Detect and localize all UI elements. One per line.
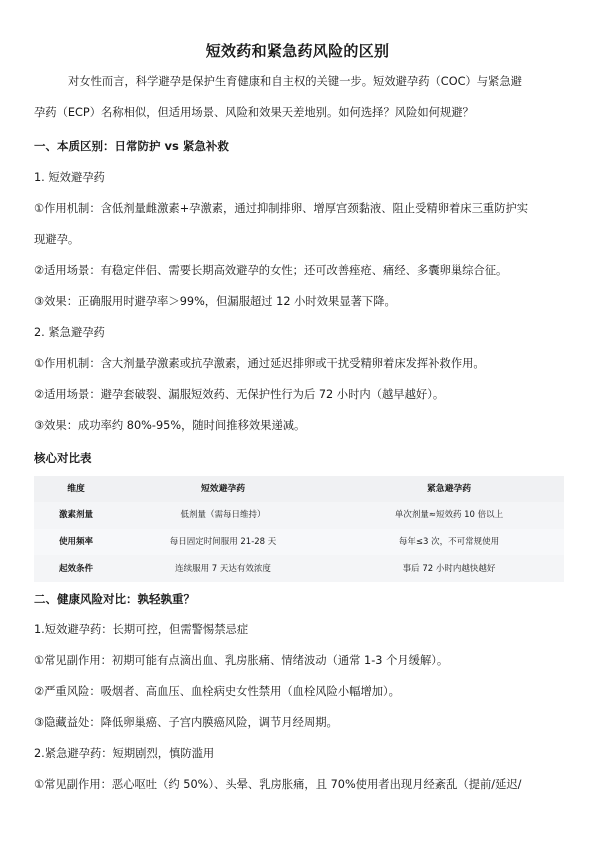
- comparison-table: [34, 476, 564, 582]
- coc-serious-risk: ②严重风险：吸烟者、高血压、血栓病史女性禁用（血栓风险小幅增加）。: [34, 685, 400, 698]
- coc-effect: ③效果：正确服用时避孕率＞99%，但漏服超过 12 小时效果显著下降。: [34, 295, 396, 308]
- coc-hidden-benefit: ③隐藏益处：降低卵巢癌、子宫内膜癌风险，调节月经周期。: [34, 716, 338, 729]
- table-cell: 每年≤3 次，不可常规使用: [398, 537, 500, 547]
- coc-mechanism-line-1: ①作用机制：含低剂量雌激素+孕激素，通过抑制排卵、增厚宫颈黏液、阻止受精卵着床三重防护实: [34, 202, 529, 215]
- section-2-heading: 二、健康风险对比：孰轻孰重？: [34, 592, 195, 606]
- subsection-1-2-title: 2. 紧急避孕药: [34, 326, 105, 339]
- page-title: 短效药和紧急药风险的区别: [205, 42, 390, 60]
- table-cell: 使用频率: [58, 537, 93, 547]
- table-cell: 激素剂量: [58, 510, 93, 520]
- table-cell: 单次剂量≈短效药 10 倍以上: [394, 510, 504, 520]
- table-cell: 事后 72 小时内越快越好: [402, 564, 496, 574]
- table-row: [34, 529, 564, 555]
- table-row: [34, 502, 564, 528]
- table-cell: 低剂量（需每日维持）: [180, 510, 266, 520]
- intro-paragraph-line-2: 孕药（ECP）名称相似，但适用场景、风险和效果天差地别。如何选择？风险如何规避？: [34, 106, 474, 119]
- coc-scenario: ②适用场景：有稳定伴侣、需要长期高效避孕的女性；还可改善痤疮、痛经、多囊卵巢综合征。: [34, 264, 508, 277]
- table-cell: 连续服用 7 天达有效浓度: [175, 564, 271, 574]
- section-1-heading: 一、本质区别：日常防护 vs 紧急补救: [34, 139, 229, 153]
- table-cell: 每日固定时间服用 21-28 天: [169, 537, 277, 547]
- subsection-2-2-title: 2.紧急避孕药：短期剧烈，慎防滥用: [34, 747, 215, 760]
- ecp-scenario: ②适用场景：避孕套破裂、漏服短效药、无保护性行为后 72 小时内（越早越好）。: [34, 388, 445, 401]
- subsection-1-1-title: 1. 短效避孕药: [34, 171, 105, 184]
- coc-side-effects: ①常见副作用：初期可能有点滴出血、乳房胀痛、情绪波动（通常 1-3 个月缓解）。: [34, 654, 449, 667]
- table-row: [34, 556, 564, 582]
- table-header-cell: 紧急避孕药: [427, 484, 471, 494]
- table-header-cell: 短效避孕药: [201, 484, 245, 494]
- table-header-row: [34, 476, 564, 502]
- intro-paragraph-line-1: 对女性而言，科学避孕是保护生育健康和自主权的关键一步。短效避孕药（COC）与紧急避: [68, 75, 522, 88]
- table-heading: 核心对比表: [34, 451, 92, 465]
- coc-mechanism-line-2: 现避孕。: [34, 233, 80, 246]
- subsection-2-1-title: 1.短效避孕药：长期可控，但需警惕禁忌症: [34, 623, 249, 636]
- ecp-effect: ③效果：成功率约 80%-95%，随时间推移效果递减。: [34, 419, 306, 432]
- ecp-side-effects: ①常见副作用：恶心呕吐（约 50%）、头晕、乳房胀痛，且 70%使用者出现月经紊乱（提前/延迟/: [34, 778, 522, 791]
- table-header-cell: 维度: [67, 484, 85, 494]
- table-cell: 起效条件: [58, 564, 93, 574]
- ecp-mechanism: ①作用机制：含大剂量孕激素或抗孕激素，通过延迟排卵或干扰受精卵着床发挥补救作用。: [34, 357, 485, 370]
